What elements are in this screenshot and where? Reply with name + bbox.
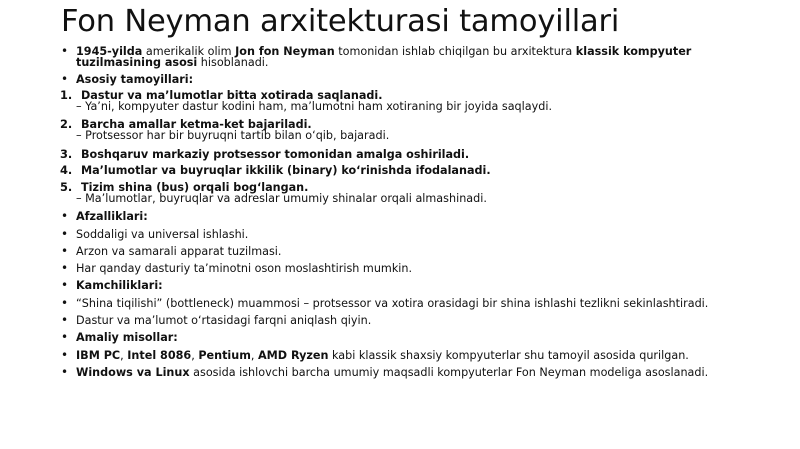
bullet-icon: • xyxy=(61,365,69,379)
principle-number: 5. xyxy=(60,180,73,194)
bullet-icon: • xyxy=(61,313,69,327)
slide-title: Fon Neyman arxitekturasi tamoyillari xyxy=(61,4,620,39)
bullet-icon: • xyxy=(61,72,69,86)
principle-number: 4. xyxy=(60,163,73,177)
principle-number: 1. xyxy=(60,88,73,102)
slide: Fon Neyman arxitekturasi tamoyillari • 1945-yilda amerikalik olim Jon fon Neyman tomonidan ishlab chiqilgan bu arxitektura klassik kompyuter tuzilmasining asosi hisoblanadi. • Asosiy tamoyillari: 1. Dastur va ma’lumotlar bitta xotirada saqlanadi. – Ya’ni, kompyuter dastur kodini ham, ma’lumotni ham xotiraning bir joyida saqlaydi. 2. Barcha amallar ketma-ket bajariladi. – Protsessor har bir buyruqni tartib bilan o‘qib, bajaradi. 3. Boshqaruv markaziy protsessor tomonidan amalga oshiriladi. 4. Ma’lumotlar va buyruqlar ikkilik (binary) ko‘rinishda ifodalanadi. 5. Tizim shina (bus) orqali bog‘langan. – Ma’lumotlar, buyruqlar va adreslar umumiy shinalar orqali almashinadi. • Afzalliklari: • Soddaligi va universal ishlashi. • Arzon va samarali apparat tuzilmasi. • Har qanday dasturiy ta’minotni oson moslashtirish mumkin. • Kamchiliklari: • “Shina tiqilishi” (bottleneck) muammosi – protsessor va xotira orasidagi bir shina ishlashi tezlikni sekinlashtiradi. • Dastur va ma’lumot o‘rtasidagi farqni aniqlash qiyin. • Amaliy misollar: • IBM PC, Intel 8086, Pentium, AMD Ryzen kabi klassik shaxsiy kompyuterlar shu tamoyil asosida qurilgan. • Windows va Linux asosida ishlovchi barcha umumiy maqsadli kompyuterlar Fon Neyman modeliga asoslanadi. xyxy=(60,4,709,379)
bullet-icon: • xyxy=(61,227,69,241)
intro-year: 1945-yilda xyxy=(76,45,143,58)
bullet-icon: • xyxy=(61,278,69,292)
bullet-icon: • xyxy=(61,348,69,362)
bullet-icon: • xyxy=(61,261,69,275)
bullet-icon: • xyxy=(61,244,69,258)
bullet-icon: • xyxy=(61,330,69,344)
bullet-icon: • xyxy=(61,296,69,310)
principle-number: 2. xyxy=(60,117,73,131)
intro-person: Jon fon Neyman xyxy=(235,45,335,58)
bullet-icon: • xyxy=(61,44,69,58)
principle-number: 3. xyxy=(60,147,73,161)
bullet-icon: • xyxy=(61,209,69,223)
